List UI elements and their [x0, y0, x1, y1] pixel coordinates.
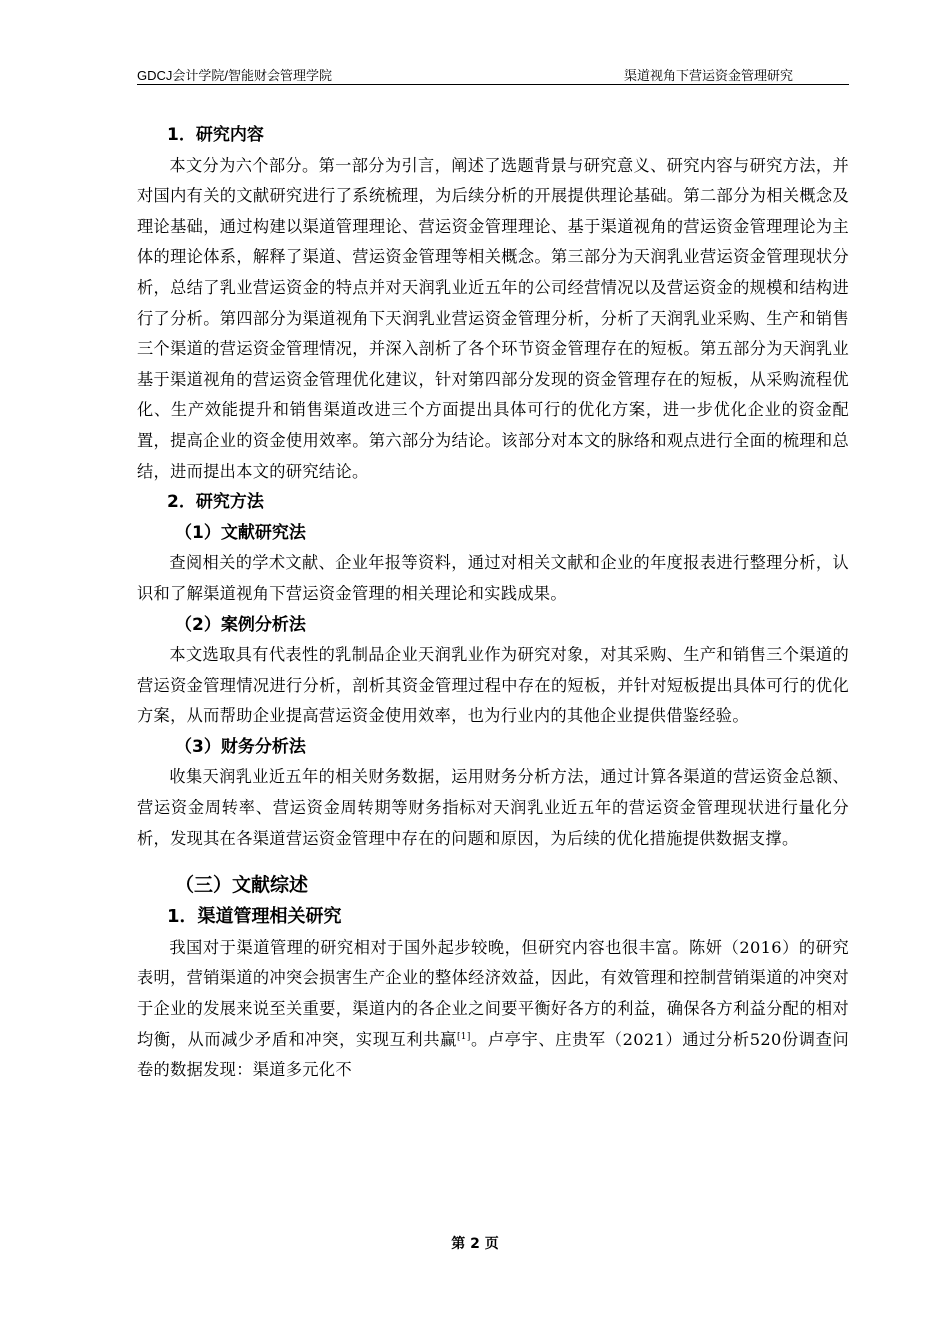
- paragraph-literature-method: 查阅相关的学术文献、企业年报等资料，通过对相关文献和企业的年度报表进行整理分析，认识和了解渠道视角下营运资金管理的相关理论和实践成果。: [137, 553, 849, 603]
- heading-financial-method: （3）财务分析法: [175, 736, 306, 757]
- review-text-part-a: 我国对于渠道管理的研究相对于国外起步较晚，但研究内容也很丰富。陈妍（2016）的研究表明，营销渠道的冲突会损害生产企业的整体经济效益，因此，有效管理和控制营销渠道的冲突对于企业的发展来说至关重要，渠道内的各企业之间要平衡好各方的利益，确保各方利益分配的相对均衡，从而减少矛盾和冲突，实现互利共赢: [137, 937, 849, 1049]
- page-number: 第 2 页: [451, 1236, 499, 1252]
- review-text-part-b: 。卢亭宇、庄贵军（2021）通过分析520份调查问卷的数据发现：渠道多元化不: [137, 1029, 849, 1080]
- heading-research-content: 1．研究内容: [167, 125, 264, 145]
- heading-research-method: 2．研究方法: [167, 492, 264, 513]
- citation-ref[interactable]: [1]: [456, 1031, 471, 1042]
- heading-channel-management-research: 1．渠道管理相关研究: [167, 906, 342, 928]
- heading-literature-method: （1）文献研究法: [175, 522, 306, 543]
- header-thesis-title: 渠道视角下营运资金管理研究: [623, 68, 793, 83]
- document-body: [137, 120, 849, 1086]
- header-divider: [137, 84, 849, 85]
- paragraph-case-method: 本文选取具有代表性的乳制品企业天润乳业作为研究对象，对其采购、生产和销售三个渠道的营运资金管理情况进行分析，剖析其资金管理过程中存在的短板，并针对短板提出具体可行的优化方案，从而帮助企业提高营运资金使用效率，也为行业内的其他企业提供借鉴经验。: [137, 645, 849, 726]
- page-header: [137, 66, 849, 86]
- paragraph-channel-management-research: [137, 933, 849, 1086]
- heading-literature-review: （三）文献综述: [175, 874, 309, 897]
- heading-case-method: （2）案例分析法: [175, 614, 306, 635]
- paragraph-research-content: 本文分为六个部分。第一部分为引言，阐述了选题背景与研究意义、研究内容与研究方法，并对国内有关的文献研究进行了系统梳理，为后续分析的开展提供理论基础。第二部分为相关概念及理论基础，通过构建以渠道管理理论、营运资金管理理论、基于渠道视角的营运资金管理理论为主体的理论体系，解释了渠道、营运资金管理等相关概念。第三部分为天润乳业营运资金管理现状分析，总结了乳业营运资金的特点并对天润乳业近五年的公司经营情况以及营运资金的规模和结构进行了分析。第四部分为渠道视角下天润乳业营运资金管理分析，分析了天润乳业采购、生产和销售三个渠道的营运资金管理情况，并深入剖析了各个环节资金管理存在的短板。第五部分为天润乳业基于渠道视角的营运资金管理优化建议，针对第四部分发现的资金管理存在的短板，从采购流程优化、生产效能提升和销售渠道改进三个方面提出具体可行的优化方案，进一步优化企业的资金配置，提高企业的资金使用效率。第六部分为结论。该部分对本文的脉络和观点进行全面的梳理和总结，进而提出本文的研究结论。: [137, 155, 849, 481]
- paragraph-financial-method: 收集天润乳业近五年的相关财务数据，运用财务分析方法，通过计算各渠道的营运资金总额、营运资金周转率、营运资金周转期等财务指标对天润乳业近五年的营运资金管理现状进行量化分析，发现其在各渠道营运资金管理中存在的问题和原因，为后续的优化措施提供数据支撑。: [137, 767, 849, 848]
- header-institution: GDCJ会计学院/智能财会管理学院: [137, 68, 333, 83]
